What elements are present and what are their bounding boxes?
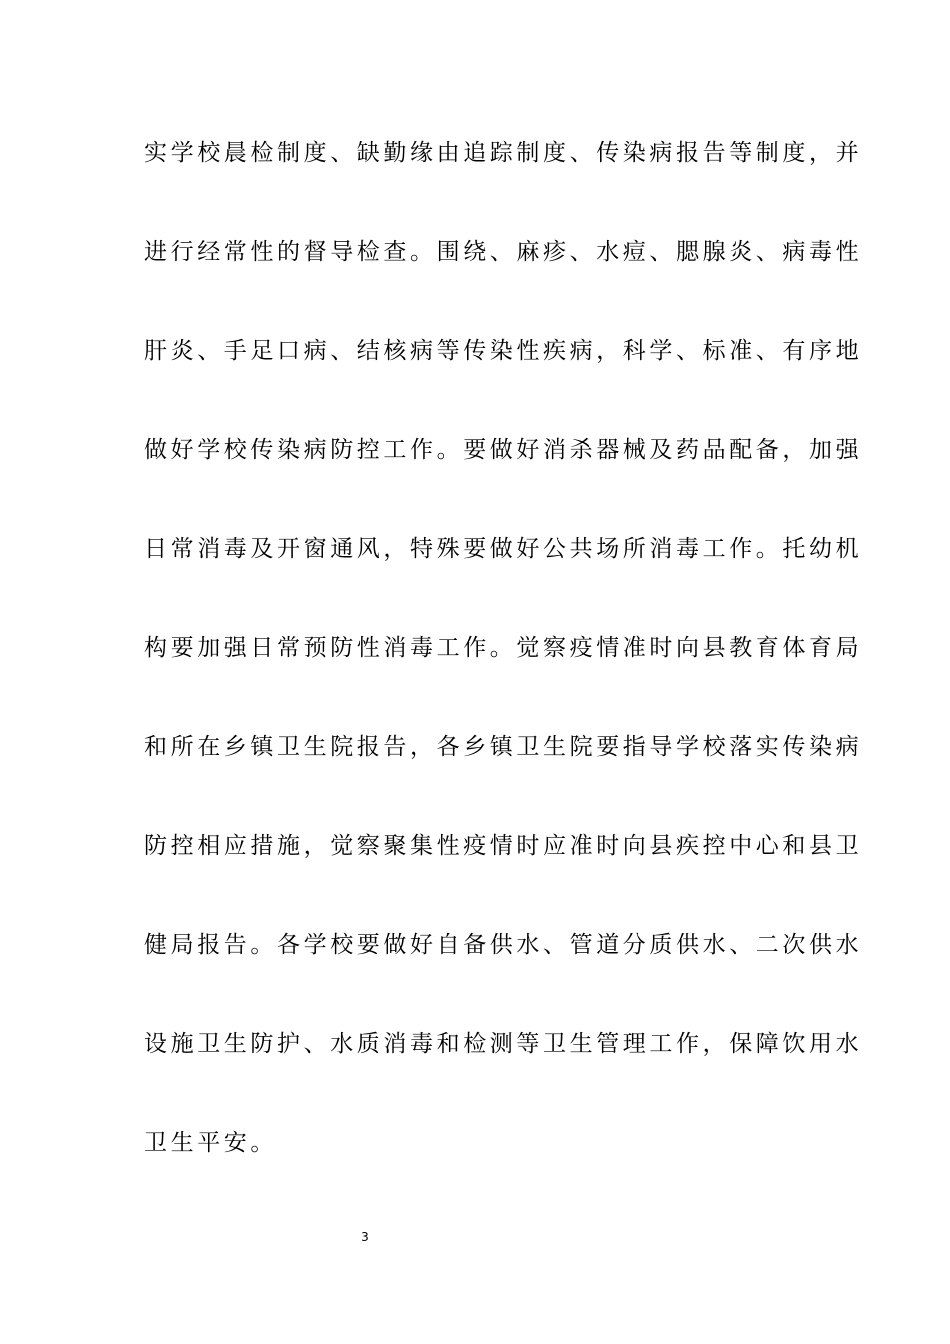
- body-paragraph: [144, 126, 863, 1215]
- text-line: 实学校晨检制度、缺勤缘由追踪制度、传染病报告等制度，并: [144, 140, 863, 166]
- text-line: 卫生平安。: [144, 1130, 277, 1156]
- text-line: 防控相应措施，觉察聚集性疫情时应准时向县疾控中心和县卫: [144, 833, 863, 859]
- text-line: 日常消毒及开窗通风，特殊要做好公共场所消毒工作。托幼机: [144, 536, 863, 562]
- text-line: 做好学校传染病防控工作。要做好消杀器械及药品配备，加强: [144, 437, 863, 463]
- text-line: 进行经常性的督导检查。围绕、麻疹、水痘、腮腺炎、病毒性: [144, 239, 863, 265]
- text-line: 和所在乡镇卫生院报告，各乡镇卫生院要指导学校落实传染病: [144, 734, 863, 760]
- text-line: 设施卫生防护、水质消毒和检测等卫生管理工作，保障饮用水: [144, 1031, 863, 1057]
- text-line: 构要加强日常预防性消毒工作。觉察疫情准时向县教育体育局: [144, 635, 863, 661]
- text-line: 健局报告。各学校要做好自备供水、管道分质供水、二次供水: [144, 932, 863, 958]
- text-line: 肝炎、手足口病、结核病等传染性疾病，科学、标准、有序地: [144, 338, 863, 364]
- page-number: 3: [361, 1230, 369, 1244]
